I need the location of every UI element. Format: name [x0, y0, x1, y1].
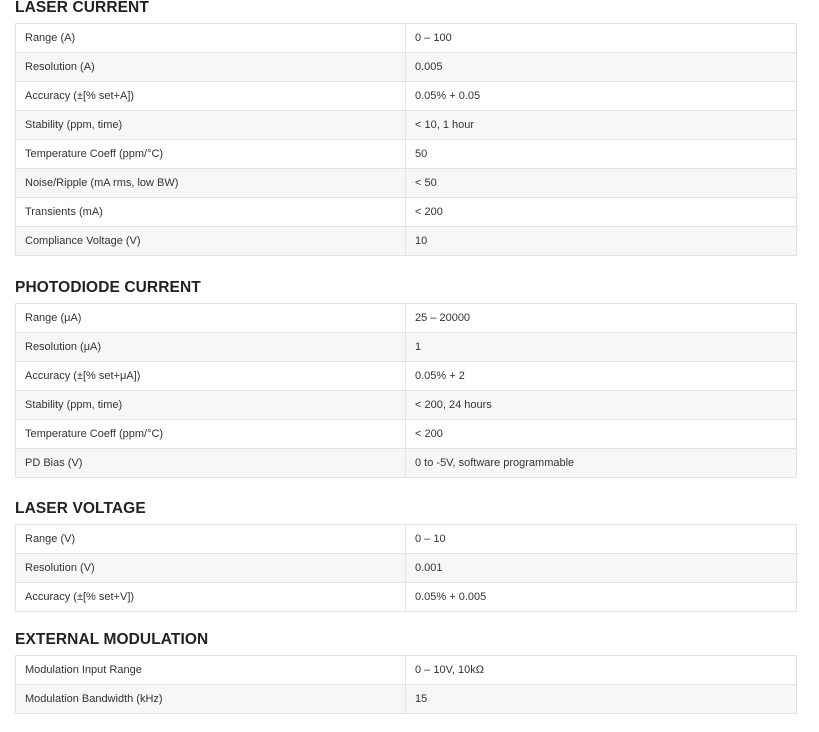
table-row: [16, 53, 797, 82]
spec-label: Compliance Voltage (V): [16, 227, 406, 256]
table-row: [16, 82, 797, 111]
table-row: [16, 525, 797, 554]
spec-table-photodiode-current: [15, 303, 797, 478]
spec-label: Range (V): [16, 525, 406, 554]
spec-value: 0 – 10: [406, 525, 797, 554]
spec-label: Resolution (μA): [16, 333, 406, 362]
spec-label: Temperature Coeff (ppm/°C): [16, 420, 406, 449]
table-row: [16, 24, 797, 53]
table-row: [16, 420, 797, 449]
spec-table-external-modulation: [15, 655, 797, 714]
table-row: [16, 449, 797, 478]
section-title-laser-current: LASER CURRENT: [15, 0, 149, 16]
spec-table-laser-current: [15, 23, 797, 256]
spec-value: 1: [406, 333, 797, 362]
section-title-laser-voltage: LASER VOLTAGE: [15, 500, 146, 517]
spec-value: < 10, 1 hour: [406, 111, 797, 140]
spec-label: Stability (ppm, time): [16, 111, 406, 140]
spec-value: 15: [406, 685, 797, 714]
spec-label: PD Bias (V): [16, 449, 406, 478]
spec-value: < 200, 24 hours: [406, 391, 797, 420]
spec-value: 0.001: [406, 554, 797, 583]
spec-label: Modulation Bandwidth (kHz): [16, 685, 406, 714]
spec-value: 0.05% + 0.05: [406, 82, 797, 111]
spec-value: < 200: [406, 198, 797, 227]
spec-label: Accuracy (±[% set+A]): [16, 82, 406, 111]
spec-value: 0.005: [406, 53, 797, 82]
spec-label: Transients (mA): [16, 198, 406, 227]
spec-value: 0.05% + 0.005: [406, 583, 797, 612]
table-row: [16, 333, 797, 362]
spec-value: 0.05% + 2: [406, 362, 797, 391]
table-row: [16, 391, 797, 420]
table-row: [16, 583, 797, 612]
spec-label: Resolution (V): [16, 554, 406, 583]
spec-label: Stability (ppm, time): [16, 391, 406, 420]
spec-label: Temperature Coeff (ppm/°C): [16, 140, 406, 169]
table-row: [16, 304, 797, 333]
spec-label: Accuracy (±[% set+V]): [16, 583, 406, 612]
table-row: [16, 169, 797, 198]
spec-label: Modulation Input Range: [16, 656, 406, 685]
table-row: [16, 656, 797, 685]
spec-value: 0 – 100: [406, 24, 797, 53]
spec-label: Resolution (A): [16, 53, 406, 82]
table-row: [16, 227, 797, 256]
spec-value: 0 – 10V, 10kΩ: [406, 656, 797, 685]
table-row: [16, 554, 797, 583]
spec-label: Accuracy (±[% set+μA]): [16, 362, 406, 391]
spec-value: < 200: [406, 420, 797, 449]
table-row: [16, 362, 797, 391]
spec-value: 0 to -5V, software programmable: [406, 449, 797, 478]
section-title-external-modulation: EXTERNAL MODULATION: [15, 631, 209, 648]
table-row: [16, 685, 797, 714]
spec-label: Range (μA): [16, 304, 406, 333]
table-row: [16, 198, 797, 227]
spec-value: 25 – 20000: [406, 304, 797, 333]
spec-label: Range (A): [16, 24, 406, 53]
spec-value: 50: [406, 140, 797, 169]
spec-value: 10: [406, 227, 797, 256]
section-title-photodiode-current: PHOTODIODE CURRENT: [15, 279, 201, 296]
table-row: [16, 111, 797, 140]
spec-table-laser-voltage: [15, 524, 797, 612]
table-row: [16, 140, 797, 169]
spec-value: < 50: [406, 169, 797, 198]
spec-label: Noise/Ripple (mA rms, low BW): [16, 169, 406, 198]
